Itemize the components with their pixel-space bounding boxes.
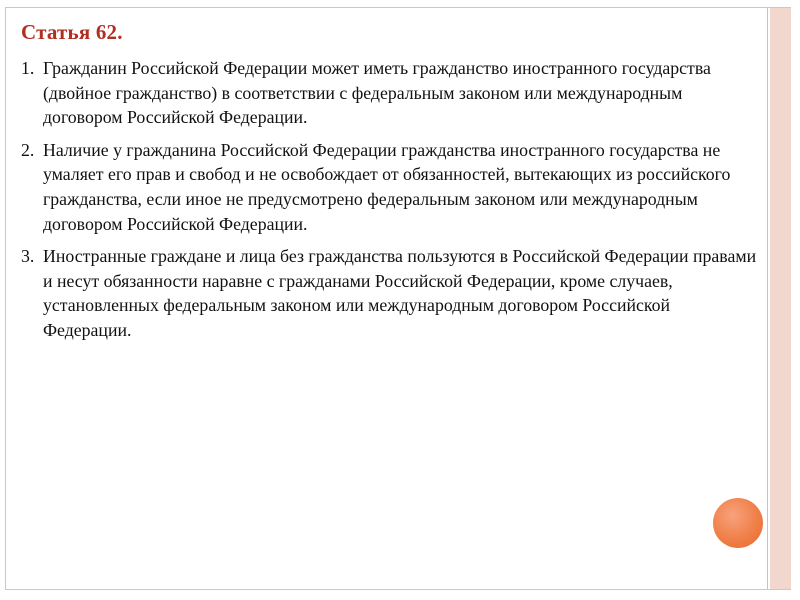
paragraph-text: Гражданин Российской Федерации может иметь гражданство иностранного государства (двойное гражданство) в соответствии с федеральным законом или международным договором Российской Федерации. xyxy=(43,58,711,128)
article-text xyxy=(21,56,761,351)
paragraph-3 xyxy=(21,244,761,342)
paragraph-text: Иностранные граждане и лица без гражданства пользуются в Российской Федерации правами и несут обязанности наравне с гражданами Российской Федерации, кроме случаев, установленных федеральным законом или международным договором Российской Федерации. xyxy=(43,246,757,340)
paragraph-number: 1. xyxy=(21,58,35,78)
paragraph-text: Наличие у гражданина Российской Федерации гражданства иностранного государства не умаляет его прав и свобод и не освобождает от обязанностей, вытекающих из российского гражданства, если иное не предусмотрено федеральным законом или международным договором Российской Федерации. xyxy=(43,139,731,234)
paragraph-2 xyxy=(21,138,761,236)
paragraph-1 xyxy=(21,56,761,130)
side-decorative-band xyxy=(770,8,791,589)
orange-circle-decoration xyxy=(713,498,763,548)
paragraph-number: 3. xyxy=(21,246,35,267)
paragraph-number: 2. xyxy=(21,139,35,160)
slide-title: Статья 62. xyxy=(21,20,123,44)
side-band-divider xyxy=(767,8,768,589)
